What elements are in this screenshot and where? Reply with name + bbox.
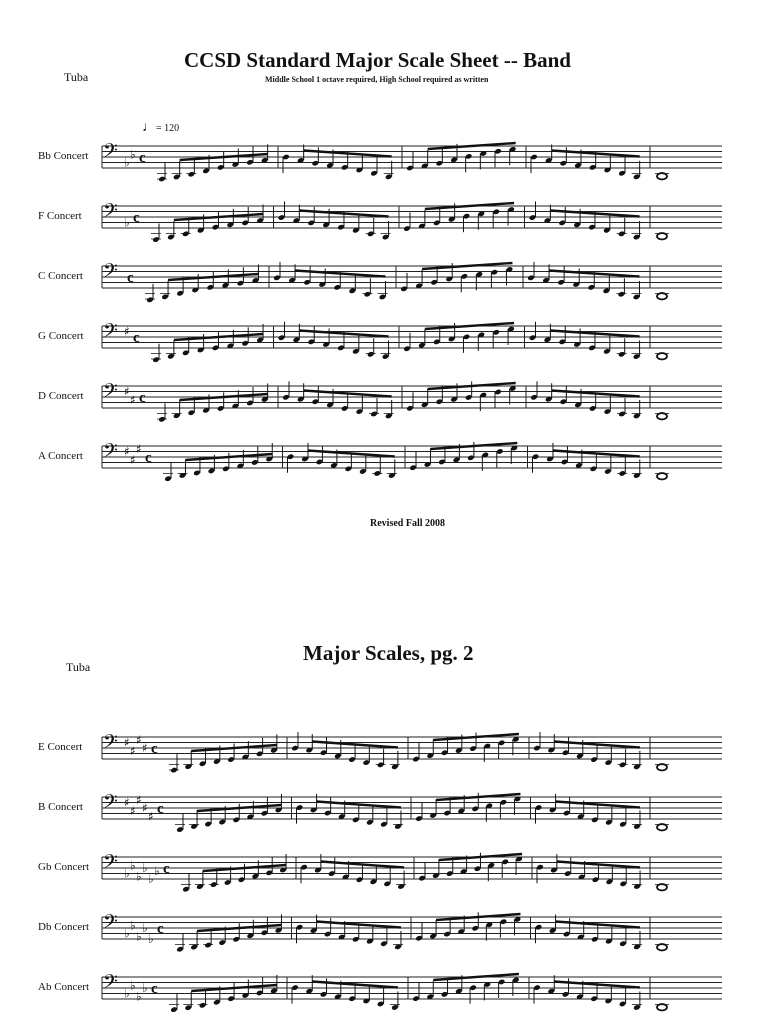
bass-clef-icon: 𝄢 <box>103 731 118 758</box>
scale-label: B Concert <box>38 801 83 813</box>
bass-clef-icon: 𝄢 <box>103 791 118 818</box>
music-staff <box>0 254 768 314</box>
sharp-icon: ♯ <box>136 732 142 747</box>
page-2-title: Major Scales, pg. 2 <box>303 641 474 665</box>
sharp-icon: ♯ <box>124 795 130 810</box>
common-time-icon: c <box>157 920 164 937</box>
music-staff <box>0 434 768 494</box>
bass-clef-icon: 𝄢 <box>103 320 118 347</box>
bass-clef-icon: 𝄢 <box>103 851 118 878</box>
sharp-icon: ♯ <box>130 392 136 407</box>
flat-icon: ♭ <box>142 861 148 875</box>
flat-icon: ♭ <box>154 863 160 878</box>
music-staff <box>0 725 768 785</box>
common-time-icon: c <box>133 329 140 346</box>
sharp-icon: ♯ <box>142 801 148 815</box>
flat-icon: ♭ <box>136 989 142 1004</box>
flat-icon: ♭ <box>130 147 136 162</box>
music-staff <box>0 374 768 434</box>
scale-label: F Concert <box>38 210 82 222</box>
scale-label: C Concert <box>38 270 83 282</box>
common-time-icon: c <box>145 449 152 466</box>
flat-icon: ♭ <box>136 869 142 884</box>
page-title: CCSD Standard Major Scale Sheet -- Band <box>184 48 571 72</box>
sharp-icon: ♯ <box>136 792 142 807</box>
sharp-icon: ♯ <box>124 384 130 399</box>
sharp-icon: ♯ <box>130 743 136 758</box>
flat-icon: ♭ <box>124 866 130 881</box>
common-time-icon: c <box>139 389 146 406</box>
flat-icon: ♭ <box>124 926 130 941</box>
bass-clef-icon: 𝄢 <box>103 380 118 407</box>
page-subtitle: Middle School 1 octave required, High School required as written <box>265 75 489 84</box>
music-staff <box>0 845 768 905</box>
scale-label: A Concert <box>38 450 83 462</box>
music-staff <box>0 785 768 845</box>
sharp-icon: ♯ <box>136 441 142 456</box>
music-staff <box>0 905 768 965</box>
flat-icon: ♭ <box>142 981 148 995</box>
flat-icon: ♭ <box>124 155 130 170</box>
common-time-icon: c <box>157 800 164 817</box>
tempo-value: = 120 <box>156 123 180 134</box>
music-staff <box>0 194 768 254</box>
quarter-note-icon: ♩ <box>142 120 156 135</box>
common-time-icon: c <box>151 980 158 997</box>
sharp-icon: ♯ <box>124 324 130 339</box>
scale-label: D Concert <box>38 390 84 402</box>
sharp-icon: ♯ <box>148 809 154 824</box>
bass-clef-icon: 𝄢 <box>103 911 118 938</box>
bass-clef-icon: 𝄢 <box>103 260 118 287</box>
scale-label: G Concert <box>38 330 84 342</box>
common-time-icon: c <box>163 860 170 877</box>
flat-icon: ♭ <box>130 978 136 993</box>
common-time-icon: c <box>139 149 146 166</box>
scale-label: Gb Concert <box>38 861 90 873</box>
flat-icon: ♭ <box>124 215 130 230</box>
scale-label: Bb Concert <box>38 150 89 162</box>
flat-icon: ♭ <box>136 929 142 944</box>
revision-note: Revised Fall 2008 <box>370 518 445 529</box>
bass-clef-icon: 𝄢 <box>103 200 118 227</box>
sharp-icon: ♯ <box>130 803 136 818</box>
bass-clef-icon: 𝄢 <box>103 440 118 467</box>
music-staff <box>0 134 768 194</box>
music-staff <box>0 314 768 374</box>
common-time-icon: c <box>133 209 140 226</box>
music-staff <box>0 965 768 1025</box>
scale-label: Db Concert <box>38 921 90 933</box>
sharp-icon: ♯ <box>124 444 130 459</box>
scale-label: E Concert <box>38 741 83 753</box>
instrument-label-page-2: Tuba <box>66 660 91 674</box>
sharp-icon: ♯ <box>130 452 136 467</box>
flat-icon: ♭ <box>124 986 130 1001</box>
common-time-icon: c <box>127 269 134 286</box>
flat-icon: ♭ <box>148 872 154 886</box>
flat-icon: ♭ <box>142 921 148 935</box>
flat-icon: ♭ <box>130 858 136 873</box>
flat-icon: ♭ <box>130 918 136 933</box>
flat-icon: ♭ <box>148 932 154 946</box>
scale-label: Ab Concert <box>38 981 90 993</box>
common-time-icon: c <box>151 740 158 757</box>
sharp-icon: ♯ <box>124 735 130 750</box>
bass-clef-icon: 𝄢 <box>103 971 118 998</box>
bass-clef-icon: 𝄢 <box>103 140 118 167</box>
sharp-icon: ♯ <box>142 741 148 755</box>
instrument-label: Tuba <box>64 70 89 84</box>
